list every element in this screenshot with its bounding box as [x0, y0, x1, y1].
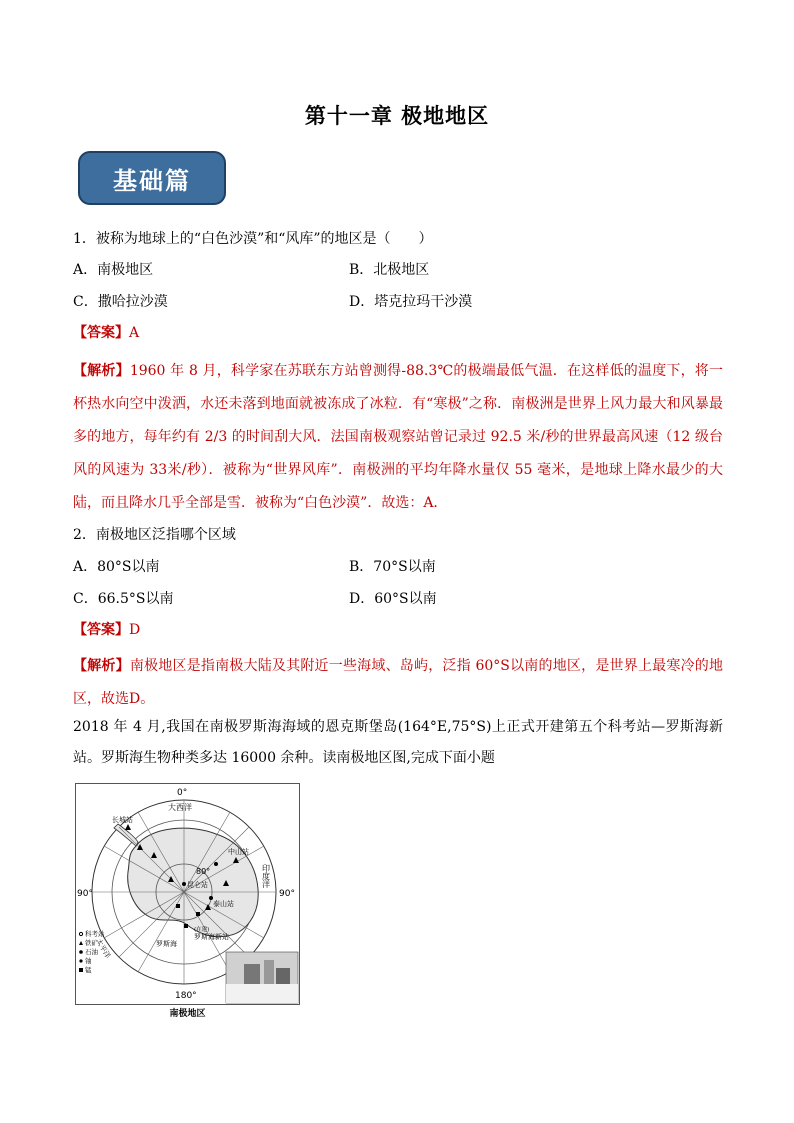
section-badge: 基础篇	[78, 151, 226, 205]
q2-analysis	[73, 650, 723, 716]
inset-photo	[226, 952, 298, 1003]
q1-option-a: A．南极地区	[73, 262, 154, 278]
station-changcheng: 长城站	[112, 816, 133, 824]
q2-option-a: A．80°S以南	[73, 559, 160, 575]
answer-tag: 【答案】	[73, 325, 129, 341]
analysis-tag: 【解析】	[73, 363, 130, 379]
station-kunlun: 昆仑站	[187, 881, 208, 889]
q2-option-d: D．60°S以南	[349, 591, 437, 607]
map-svg	[76, 784, 299, 1004]
page-title: 第十一章 极地地区	[304, 104, 490, 128]
answer-value: A	[129, 325, 140, 341]
analysis-text: 南极地区是指南极大陆及其附近一些海域、岛屿，泛指 60°S以南的地区，是世界上最寒冷的地区，故选D。	[73, 658, 724, 707]
ocean-label-pacific: 太平洋	[94, 937, 112, 960]
lat-label: 80°	[196, 867, 211, 876]
q1-option-c: C．撒哈拉沙漠	[73, 294, 168, 310]
legend-oil: 石油	[85, 948, 98, 956]
question-2: 2．南极地区泛指哪个区域	[73, 527, 236, 543]
answer-value: D	[129, 622, 141, 638]
sea-label-ross: 罗斯海	[156, 940, 177, 948]
q1-option-b: B．北极地区	[349, 262, 430, 278]
ocean-label-indian: 印度洋	[261, 864, 271, 888]
legend-uranium: 铀	[85, 957, 92, 965]
station-taishan: 泰山站	[213, 900, 234, 908]
lon-label-right: 90°	[279, 889, 295, 899]
q1-answer	[73, 323, 139, 343]
q2-answer	[73, 620, 140, 640]
q1-option-d: D．塔克拉玛干沙漠	[349, 294, 473, 310]
station-note: (在建)	[194, 927, 210, 933]
analysis-tag: 【解析】	[73, 658, 130, 674]
q2-option-b: B．70°S以南	[349, 559, 436, 575]
answer-tag: 【答案】	[73, 622, 129, 638]
map-caption: 南极地区	[169, 1009, 206, 1019]
antarctica-map	[75, 783, 300, 1005]
station-rossnew: 罗斯海新站	[194, 933, 229, 941]
passage-intro: 2018 年 4 月,我国在南极罗斯海海域的恩克斯堡岛(164°E,75°S)上正式开建第五个科考站—罗斯海新站。罗斯海生物种类多达 16000 余种。读南极地区图,完成下面小题	[73, 719, 723, 766]
lon-label-left: 90°	[77, 889, 93, 899]
lon-label-top: 0°	[177, 788, 188, 798]
station-zhongshan: 中山站	[228, 848, 249, 856]
legend-iron: 铁矿	[85, 939, 98, 947]
question-1: 1．被称为地球上的“白色沙漠”和“风库”的地区是（ ）	[73, 231, 433, 247]
q2-option-c: C．66.5°S以南	[73, 591, 174, 607]
legend-manganese: 锰	[85, 966, 92, 974]
legend-station: 科考站	[85, 930, 105, 938]
q1-analysis	[73, 355, 723, 520]
ocean-label-atlantic: 大西洋	[168, 803, 192, 812]
lon-label-bottom: 180°	[175, 991, 197, 1001]
analysis-text: 1960 年 8 月，科学家在苏联东方站曾测得-88.3℃的极端最低气温．在这样低的温度下，将一杯热水向空中泼洒，水还未落到地面就被冻成了冰粒．有“寒极”之称．南极洲是世界上风力最大和风暴最多的地方，每年约有 2/3 的时间刮大风．法国南极观察站曾记录过 92.5 米/秒的世界最高风速（12 级台风的风速为 33米/秒）．被称为“世界风库”．南极洲的平均年降水量仅 55 毫米，是地球上降水最少的大陆，而且降水几乎全部是雪．被称为“白色沙漠”．故选：A．	[73, 363, 724, 511]
